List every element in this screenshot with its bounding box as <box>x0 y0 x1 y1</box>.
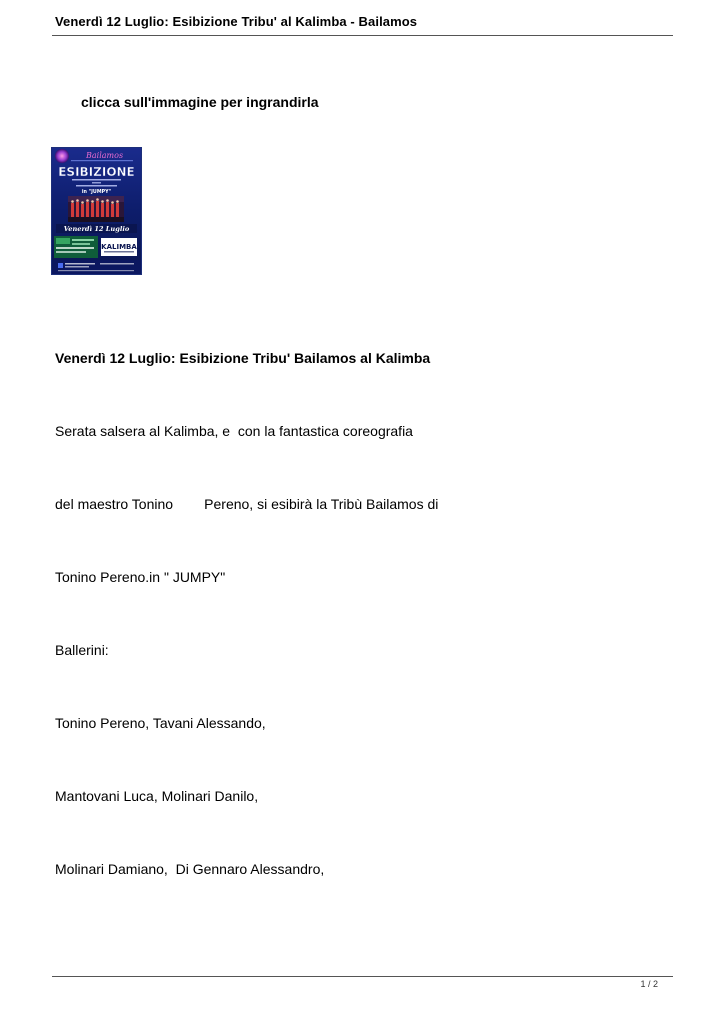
poster-date: Venerdì 12 Luglio <box>63 225 130 233</box>
footer-divider <box>52 976 673 977</box>
article-title: Venerdì 12 Luglio: Esibizione Tribu' Bailamos al Kalimba <box>55 350 431 366</box>
event-poster-image <box>52 148 141 274</box>
poster-show-name: in "JUMPY" <box>81 190 112 195</box>
header-divider <box>52 35 673 36</box>
article-paragraph: Molinari Damiano, Di Gennaro Alessandro, <box>55 861 325 877</box>
article-paragraph: Ballerini: <box>55 642 109 658</box>
page-number: 1 / 2 <box>640 979 658 989</box>
article-paragraph: del maestro Tonino Pereno, si esibirà la Tribù Bailamos di <box>55 496 439 512</box>
article-paragraph: Tonino Pereno, Tavani Alessando, <box>55 715 266 731</box>
article-paragraph: Mantovani Luca, Molinari Danilo, <box>55 788 259 804</box>
poster-headline: ESIBIZIONE <box>58 165 135 179</box>
article-paragraph: Serata salsera al Kalimba, e con la fantastica coreografia <box>55 423 413 439</box>
image-caption: clicca sull'immagine per ingrandirla <box>81 94 319 110</box>
article-paragraph: Tonino Pereno.in " JUMPY" <box>55 569 226 585</box>
event-poster-thumbnail[interactable] <box>51 147 142 275</box>
poster-logo-text: Bailamos <box>86 151 124 160</box>
poster-venue: KALIMBA <box>101 243 137 251</box>
page-header-title: Venerdì 12 Luglio: Esibizione Tribu' al Kalimba - Bailamos <box>55 14 418 29</box>
